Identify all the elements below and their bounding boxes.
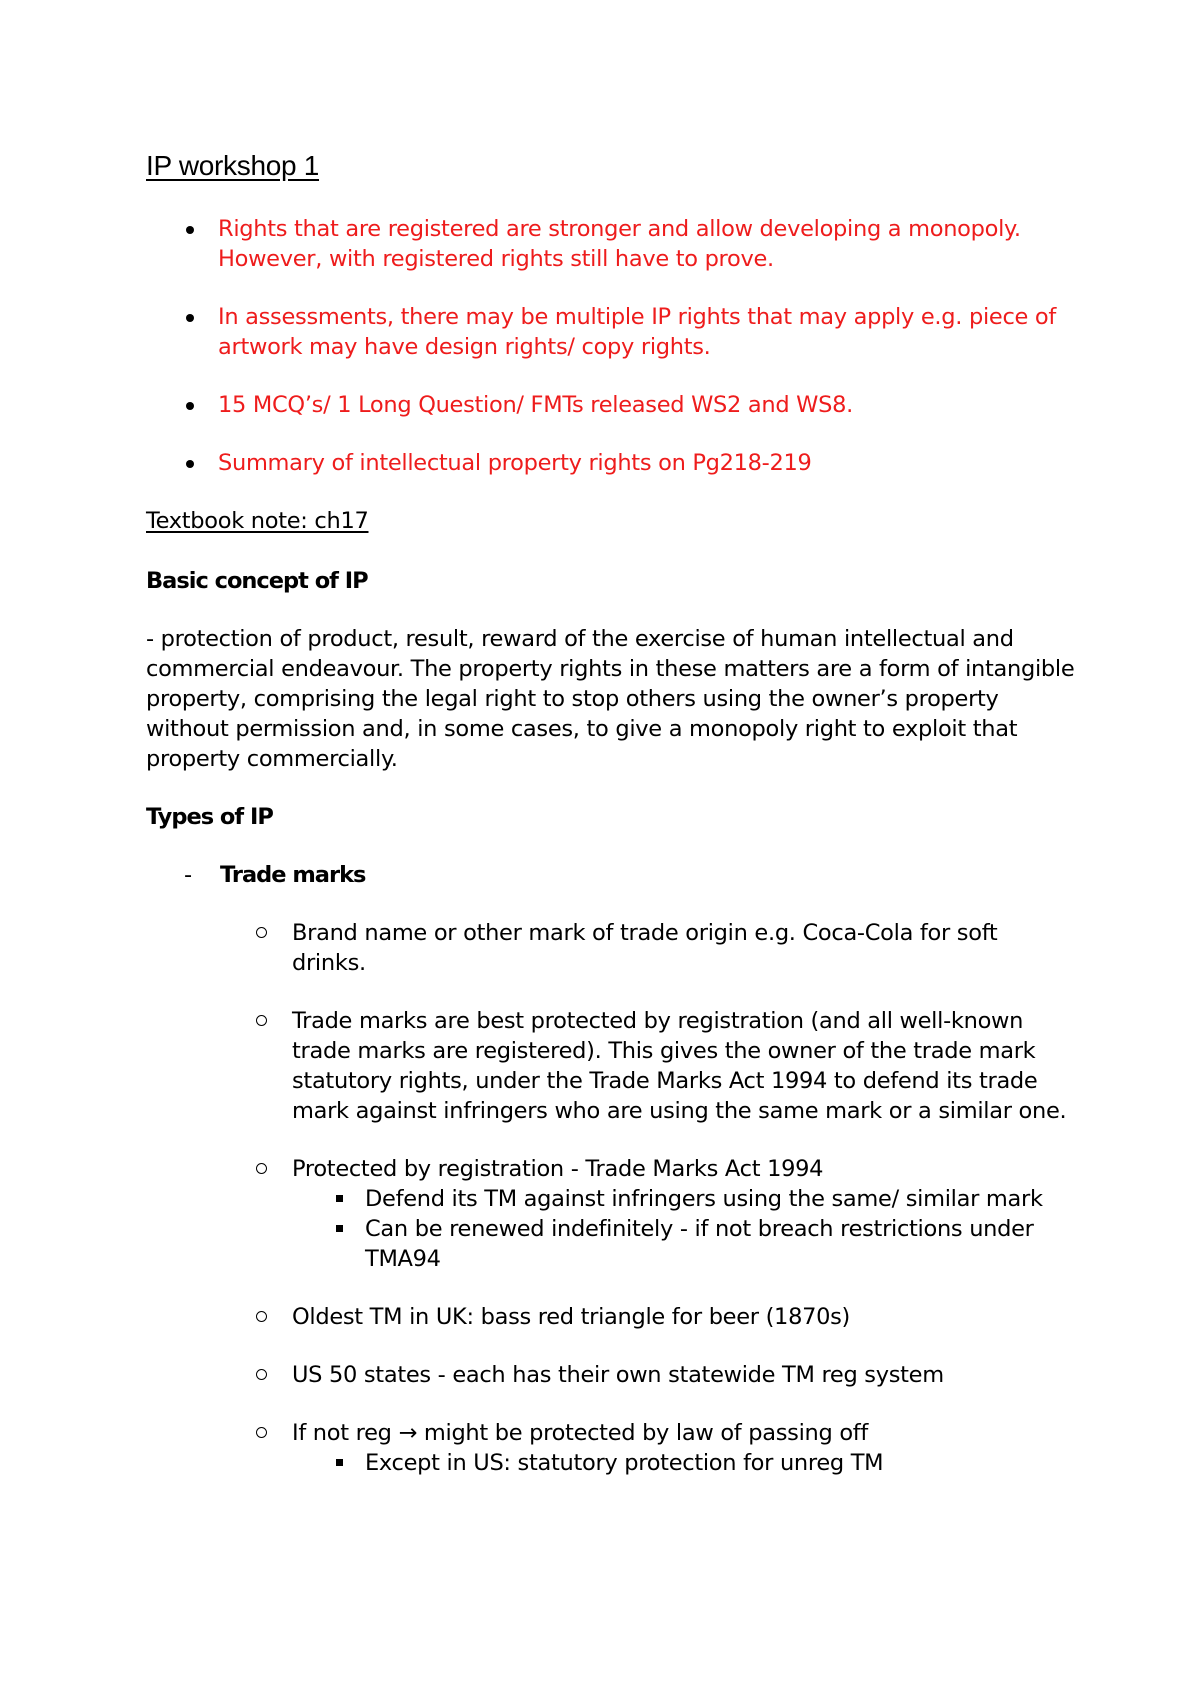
basic-concept-paragraph: - protection of product, result, reward of the exercise of human intellectual and commercial endeavour. The property rights in these matters are a form of intangible property, comprising the legal right to stop others using the owner’s property without permission and, in some cases, to give a monopoly right to exploit that property commercially.	[146, 626, 1075, 772]
right-arrow-icon: →	[398, 1420, 418, 1446]
list-item: US 50 states - each has their own statewide TM reg system	[146, 1360, 1076, 1390]
bullet-icon	[186, 460, 194, 468]
circle-bullet-icon	[256, 1311, 267, 1322]
circle-bullet-icon	[256, 1369, 267, 1380]
list-item: Oldest TM in UK: bass red triangle for beer (1870s)	[146, 1302, 1076, 1332]
section-heading-types: Types of IP	[146, 804, 273, 830]
sublist-item: Except in US: statutory protection for unreg TM	[292, 1448, 1076, 1478]
list-item: If not reg → might be protected by law of passing off Except in US: statutory protection for unreg TM	[146, 1418, 1076, 1478]
dash-marker: -	[184, 862, 192, 888]
red-bullet-list	[146, 214, 1076, 478]
textbook-note: Textbook note: ch17	[146, 508, 369, 534]
list-item: In assessments, there may be multiple IP rights that may apply e.g. piece of artwork may have design rights/ copy rights.	[146, 302, 1076, 362]
square-bullet-icon	[336, 1195, 343, 1202]
list-item: Summary of intellectual property rights on Pg218-219	[146, 448, 1076, 478]
bullet-icon	[186, 226, 194, 234]
bullet-icon	[186, 314, 194, 322]
section-heading-basic-concept: Basic concept of IP	[146, 568, 368, 594]
passing-off-sublist	[292, 1448, 1076, 1478]
list-item: Trade marks are best protected by registration (and all well-known trade marks are registered). This gives the owner of the trade mark statutory rights, under the Trade Marks Act 1994 to defend its trade mark against infringers who are using the same mark or a similar one.	[146, 1006, 1076, 1126]
document-content	[146, 148, 1076, 1506]
sublist-item: Defend its TM against infringers using the same/ similar mark	[292, 1184, 1076, 1214]
trade-marks-list	[146, 918, 1076, 1478]
bullet-icon	[186, 402, 194, 410]
circle-bullet-icon	[256, 1015, 267, 1026]
square-bullet-icon	[336, 1459, 343, 1466]
registration-sublist	[292, 1184, 1076, 1274]
sublist-item: Can be renewed indefinitely - if not breach restrictions under TMA94	[292, 1214, 1076, 1274]
list-item: 15 MCQ’s/ 1 Long Question/ FMTs released WS2 and WS8.	[146, 390, 1076, 420]
list-item: Rights that are registered are stronger and allow developing a monopoly. However, with registered rights still have to prove.	[146, 214, 1076, 274]
trade-marks-heading: - Trade marks	[184, 862, 366, 888]
page-title: IP workshop 1	[146, 150, 320, 181]
circle-bullet-icon	[256, 927, 267, 938]
list-item: Protected by registration - Trade Marks Act 1994 Defend its TM against infringers using the same/ similar mark Can be renewed indefinitely - if not breach restrictions under TMA94	[146, 1154, 1076, 1274]
square-bullet-icon	[336, 1225, 343, 1232]
circle-bullet-icon	[256, 1427, 267, 1438]
list-item: Brand name or other mark of trade origin e.g. Coca-Cola for soft drinks.	[146, 918, 1076, 978]
circle-bullet-icon	[256, 1163, 267, 1174]
